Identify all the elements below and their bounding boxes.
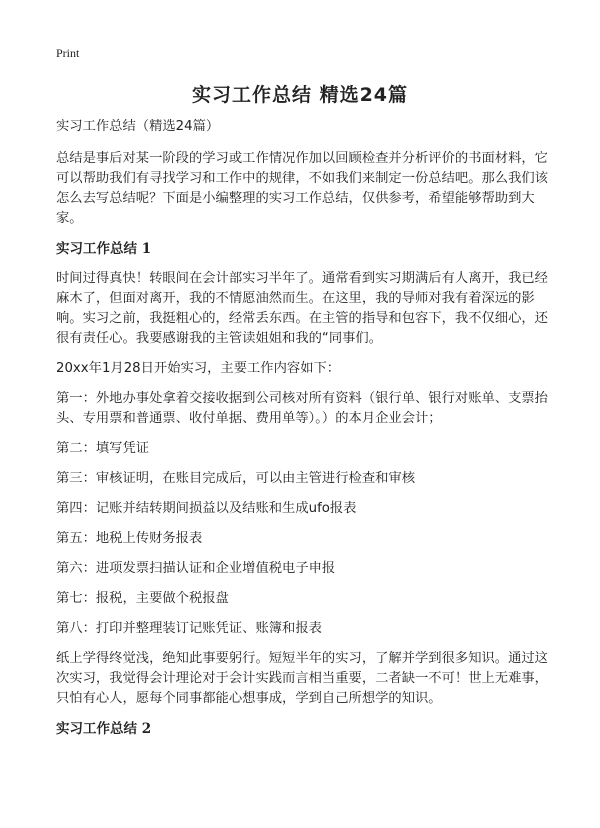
intro-paragraph: 总结是事后对某一阶段的学习或工作情况作加以回顾检查并分析评价的书面材料，它可以帮助我们有寻找学习和工作中的规律，不如我们来制定一份总结吧。那么我们该怎么去写总结呢？下面是小编整理的实习工作总结，仅供参考，希望能够帮助到大家。 [56, 151, 548, 226]
list-item: 第六：进项发票扫描认证和企业增值税电子申报 [56, 561, 336, 576]
list-item: 第二：填写凭证 [56, 441, 150, 456]
print-link[interactable]: Print [56, 46, 80, 60]
paragraph-3: 纸上学得终觉浅，绝知此事要躬行。短短半年的实习，了解并学到很多知识。通过这次实习，我觉得会计理论对于会计实践而言相当重要，二者缺一不可！世上无难事，只怕有心人，愿每个同事都能心想事成，学到自己所想学的知识。 [56, 651, 548, 706]
list-item: 第七：报税，主要做个税报盘 [56, 591, 229, 606]
list-item: 第五：地税上传财务报表 [56, 531, 203, 546]
paragraph-1: 时间过得真快！转眼间在会计部实习半年了。通常看到实习期满后有人离开，我已经麻木了，但面对离开，我的不情愿油然而生。在这里，我的导师对我有着深远的影响。实习之前，我挺粗心的，经常丢东西。在主管的指导和包容下，我不仅细心，还很有责任心。我要感谢我的主管读姐姐和我的“同事们。 [56, 271, 548, 346]
list-item: 第一：外地办事处拿着交接收据到公司核对所有资料（银行单、银行对账单、支票抬头、专用票和普通票、收付单据、费用单等）。）的本月企业会计； [56, 391, 548, 426]
section-heading-2: 实习工作总结 2 [56, 721, 152, 737]
list-item: 第八：打印并整理装订记账凭证、账簿和报表 [56, 621, 322, 636]
page-title: 实习工作总结 精选24篇 [191, 84, 409, 106]
list-item: 第三：审核证明，在账目完成后，可以由主管进行检查和审核 [56, 471, 416, 486]
list-item: 第四：记账并结转期间损益以及结账和生成ufo报表 [56, 501, 357, 516]
document-body [56, 117, 550, 749]
paragraph-2: 20xx年1月28日开始实习，主要工作内容如下： [56, 361, 341, 376]
section-heading-1: 实习工作总结 1 [56, 241, 152, 257]
subtitle: 实习工作总结（精选24篇） [56, 119, 220, 134]
